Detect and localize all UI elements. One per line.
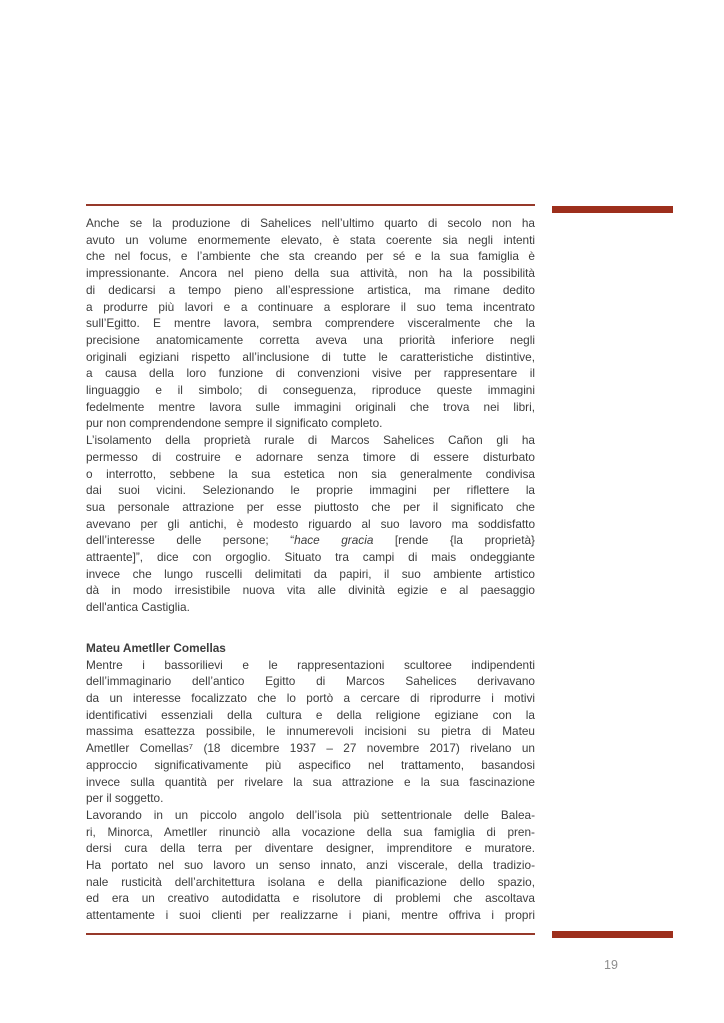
text-line: identificativi essenziali della cultura e della religione egiziane con la [86,707,535,722]
text-line: sua personale attrazione per esse piuttosto che per il significato che [86,499,535,514]
text-line: che nel focus, e l’ambiente che sta creando per sé e la sua famiglia è [86,249,535,264]
text-line: originali egiziani rispetto all’inclusione di tutte le caratteristiche distintive, [86,349,535,364]
text-line: dai suoi vicini. Selezionando le proprie immagini per riflettere la [86,483,535,498]
text-line: linguaggio e il simbolo; di conseguenza, riproduce queste immagini [86,383,535,398]
text-line: da un interesse focalizzato che lo portò a cercare di riprodurre i motivi [86,690,535,705]
text-line: sull’Egitto. E mentre lavora, sembra comprendere visceralmente che la [86,316,535,331]
text-line: Mentre i bassorilievi e le rappresentazioni scultoree indipendenti [86,657,535,672]
top-rule [86,204,535,206]
bottom-accent-bar [552,931,673,938]
text-line: Ametller Comellas⁷ (18 dicembre 1937 – 27 novembre 2017) rivelano un [86,741,535,756]
text-line: impressionante. Ancora nel pieno della sua attività, non ha la possibilità [86,266,535,281]
text-line: dà in modo irresistibile nuova vita alle divinità egizie e al paesaggio [86,583,535,598]
text-line: approccio significativamente più aspecifico nel trattamento, basandosi [86,757,535,772]
text-line: attentamente i suoi clienti per realizzarne i piani, mentre offriva i propri [86,908,535,923]
text-line: permesso di costruire e adornare senza timore di essere disturbato [86,449,535,464]
text-line: di dedicarsi a tempo pieno all’espressione artistica, ma rimane dedito [86,282,535,297]
top-accent-bar [552,206,673,213]
text-line: precisione anatomicamente corretta aveva una priorità inferiore negli [86,332,535,347]
bottom-rule [86,933,535,935]
text-line: L’isolamento della proprietà rurale di Marcos Sahelices Cañon gli ha [86,433,535,448]
text-line: Ha portato nel suo lavoro un senso innato, anzi viscerale, della tradizio- [86,858,535,873]
text-line: per il soggetto. [86,791,164,806]
text-line: avuto un volume enormemente elevato, è stata coerente sia negli intenti [86,232,535,247]
page-number: 19 [604,958,618,972]
section-heading: Mateu Ametller Comellas [86,640,226,655]
text-line: pur non comprendendone sempre il significato completo. [86,416,383,431]
text-line: ed era un creativo autodidatta e risolutore di problemi che ascoltava [86,891,535,906]
text-line: nale rusticità dell’architettura isolana e della pianificazione dello spazio, [86,874,535,889]
text-line: a produrre più lavori e a continuare a esplorare il suo tema incentrato [86,299,535,314]
text-line: avevano per gli antichi, è modesto riguardo al suo lavoro ma soddisfatto [86,516,535,531]
text-line: Anche se la produzione di Sahelices nell’ultimo quarto di secolo non ha [86,216,535,230]
text-line: Lavorando in un piccolo angolo dell’isola più settentrionale delle Balea- [86,807,535,822]
text-line: dell’immaginario dell’antico Egitto di Marcos Sahelices derivavano [86,674,535,689]
paragraph [86,657,535,807]
text-line: dell'antica Castiglia. [86,600,190,615]
text-line: o interrotto, sebbene la sua estetica non sia generalmente condivisa [86,466,535,481]
text-line: a causa della loro funzione di convenzioni visive per rappresentare il [86,366,535,381]
text-line: invece sulla quantità per rivelare la sua attrazione e la sua fascinazione [86,774,535,789]
paragraph [86,432,535,616]
text-line: invece che lungo ruscelli delimitati da papiri, il suo ambiente artistico [86,566,535,581]
text-column [86,215,535,924]
text-line: dersi cura della terra per diventare designer, imprenditore e muratore. [86,841,535,856]
paragraph [86,215,535,432]
text-line: massima esattezza possibile, le innumerevoli incisioni su pietra di Mateu [86,724,535,739]
text-line: fedelmente mentre lavora sulle immagini originali che trova nei libri, [86,399,535,414]
text-line: ri, Minorca, Ametller rinunciò alla vocazione della sua famiglia di pren- [86,824,535,839]
text-line: attraente]”, dice con orgoglio. Situato tra campi di mais ondeggiante [86,550,535,565]
paragraph [86,807,535,924]
text-line: dell’interesse delle persone; “hace gracia [rende {la proprietà} [86,533,535,548]
